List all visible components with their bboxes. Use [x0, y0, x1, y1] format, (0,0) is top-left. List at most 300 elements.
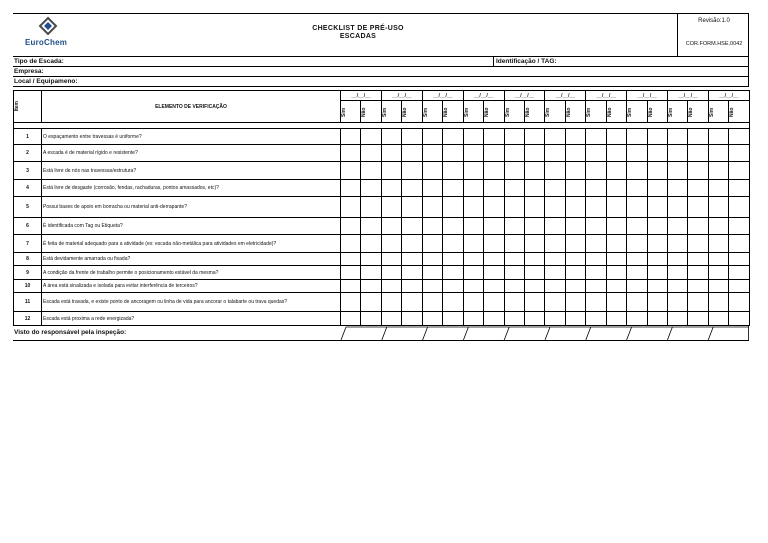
sim-checkbox-cell[interactable]: [504, 162, 524, 180]
sim-checkbox-cell[interactable]: [504, 129, 524, 145]
sim-checkbox-cell[interactable]: [586, 266, 606, 280]
sim-checkbox-cell[interactable]: [708, 162, 728, 180]
nao-checkbox-cell[interactable]: [443, 180, 463, 197]
sim-checkbox-cell[interactable]: [422, 312, 442, 326]
nao-checkbox-cell[interactable]: [729, 280, 749, 293]
nao-checkbox-cell[interactable]: [606, 235, 626, 253]
sim-checkbox-cell[interactable]: [463, 266, 483, 280]
nao-label: Não: [402, 106, 409, 117]
nao-checkbox-cell[interactable]: [565, 162, 585, 180]
sim-checkbox-cell[interactable]: [627, 180, 647, 197]
nao-checkbox-cell[interactable]: [484, 266, 504, 280]
nao-column-header: [361, 101, 381, 123]
nao-checkbox-cell[interactable]: [524, 312, 544, 326]
sim-checkbox-cell[interactable]: [627, 280, 647, 293]
nao-checkbox-cell[interactable]: [361, 235, 381, 253]
nao-checkbox-cell[interactable]: [729, 145, 749, 162]
nao-checkbox-cell[interactable]: [484, 129, 504, 145]
nao-checkbox-cell[interactable]: [647, 235, 667, 253]
sim-checkbox-cell[interactable]: [341, 218, 361, 235]
nao-checkbox-cell[interactable]: [688, 280, 708, 293]
sim-checkbox-cell[interactable]: [422, 129, 442, 145]
sim-checkbox-cell[interactable]: [586, 197, 606, 218]
sim-checkbox-cell[interactable]: [381, 145, 401, 162]
sim-checkbox-cell[interactable]: [341, 180, 361, 197]
sim-checkbox-cell[interactable]: [341, 312, 361, 326]
sim-checkbox-cell[interactable]: [545, 197, 565, 218]
nao-label: Não: [524, 106, 531, 117]
nao-checkbox-cell[interactable]: [361, 266, 381, 280]
sim-checkbox-cell[interactable]: [668, 266, 688, 280]
sim-checkbox-cell[interactable]: [586, 312, 606, 326]
signature-slashes: [13, 326, 749, 340]
sim-checkbox-cell[interactable]: [708, 312, 728, 326]
sim-checkbox-cell[interactable]: [708, 235, 728, 253]
nao-checkbox-cell[interactable]: [606, 312, 626, 326]
sim-checkbox-cell[interactable]: [627, 218, 647, 235]
sim-checkbox-cell[interactable]: [381, 162, 401, 180]
sim-checkbox-cell[interactable]: [504, 145, 524, 162]
nao-checkbox-cell[interactable]: [606, 253, 626, 266]
sim-checkbox-cell[interactable]: [586, 235, 606, 253]
date-field[interactable]: __/__/__: [504, 91, 545, 101]
nao-checkbox-cell[interactable]: [524, 235, 544, 253]
sim-checkbox-cell[interactable]: [422, 180, 442, 197]
sim-checkbox-cell[interactable]: [668, 280, 688, 293]
sim-checkbox-cell[interactable]: [668, 235, 688, 253]
sim-checkbox-cell[interactable]: [341, 197, 361, 218]
nao-checkbox-cell[interactable]: [729, 218, 749, 235]
nao-checkbox-cell[interactable]: [606, 197, 626, 218]
nao-column-header: [729, 101, 749, 123]
signature-divider: [708, 327, 713, 340]
nao-checkbox-cell[interactable]: [484, 218, 504, 235]
nao-checkbox-cell[interactable]: [524, 293, 544, 312]
nao-column-header: [443, 101, 463, 123]
sim-checkbox-cell[interactable]: [504, 293, 524, 312]
nao-column-header: [606, 101, 626, 123]
nao-checkbox-cell[interactable]: [484, 293, 504, 312]
table-row: [14, 162, 750, 180]
nao-checkbox-cell[interactable]: [729, 312, 749, 326]
sim-checkbox-cell[interactable]: [463, 180, 483, 197]
subtitle-line: ESCADAS: [339, 33, 377, 40]
sim-checkbox-cell[interactable]: [545, 162, 565, 180]
sim-checkbox-cell[interactable]: [381, 253, 401, 266]
nao-checkbox-cell[interactable]: [565, 280, 585, 293]
nao-checkbox-cell[interactable]: [688, 162, 708, 180]
signature-divider: [667, 327, 672, 340]
nao-checkbox-cell[interactable]: [647, 280, 667, 293]
nao-checkbox-cell[interactable]: [402, 218, 422, 235]
sim-checkbox-cell[interactable]: [545, 312, 565, 326]
nao-column-header: [688, 101, 708, 123]
sim-checkbox-cell[interactable]: [504, 235, 524, 253]
nao-checkbox-cell[interactable]: [443, 197, 463, 218]
nao-checkbox-cell[interactable]: [688, 312, 708, 326]
sim-checkbox-cell[interactable]: [627, 235, 647, 253]
nao-checkbox-cell[interactable]: [402, 280, 422, 293]
sim-checkbox-cell[interactable]: [586, 162, 606, 180]
sim-checkbox-cell[interactable]: [463, 235, 483, 253]
sim-checkbox-cell[interactable]: [381, 280, 401, 293]
sim-checkbox-cell[interactable]: [708, 218, 728, 235]
item-number: 9: [14, 266, 42, 280]
item-number: 3: [14, 162, 42, 180]
nao-checkbox-cell[interactable]: [361, 197, 381, 218]
sim-checkbox-cell[interactable]: [708, 280, 728, 293]
footer-row: [13, 326, 749, 341]
item-number: 8: [14, 253, 42, 266]
nao-checkbox-cell[interactable]: [729, 129, 749, 145]
date-field[interactable]: __/__/__: [708, 91, 749, 101]
sim-checkbox-cell[interactable]: [627, 266, 647, 280]
sim-checkbox-cell[interactable]: [545, 129, 565, 145]
sim-checkbox-cell[interactable]: [545, 266, 565, 280]
sim-checkbox-cell[interactable]: [381, 197, 401, 218]
document-title: [163, 25, 553, 41]
sim-checkbox-cell[interactable]: [668, 129, 688, 145]
sim-checkbox-cell[interactable]: [463, 129, 483, 145]
sim-checkbox-cell[interactable]: [381, 312, 401, 326]
sim-checkbox-cell[interactable]: [463, 253, 483, 266]
sim-label: Sim: [341, 106, 347, 117]
sim-checkbox-cell[interactable]: [381, 180, 401, 197]
sim-checkbox-cell[interactable]: [504, 312, 524, 326]
nao-checkbox-cell[interactable]: [443, 162, 463, 180]
sim-checkbox-cell[interactable]: [504, 253, 524, 266]
signature-divider: [341, 327, 346, 340]
nao-checkbox-cell[interactable]: [361, 293, 381, 312]
nao-checkbox-cell[interactable]: [402, 197, 422, 218]
nao-checkbox-cell[interactable]: [688, 180, 708, 197]
sim-checkbox-cell[interactable]: [341, 235, 361, 253]
nao-checkbox-cell[interactable]: [606, 280, 626, 293]
nao-checkbox-cell[interactable]: [565, 197, 585, 218]
sim-checkbox-cell[interactable]: [545, 253, 565, 266]
sim-checkbox-cell[interactable]: [668, 197, 688, 218]
sim-checkbox-cell[interactable]: [422, 293, 442, 312]
table-row: [14, 293, 750, 312]
nao-checkbox-cell[interactable]: [565, 293, 585, 312]
nao-column-header: [647, 101, 667, 123]
nao-checkbox-cell[interactable]: [606, 180, 626, 197]
nao-checkbox-cell[interactable]: [361, 280, 381, 293]
sim-checkbox-cell[interactable]: [341, 280, 361, 293]
check-question: A escada é de material rígido e resistente?: [42, 145, 341, 162]
nao-checkbox-cell[interactable]: [402, 145, 422, 162]
sim-checkbox-cell[interactable]: [668, 293, 688, 312]
nao-checkbox-cell[interactable]: [443, 266, 463, 280]
sim-checkbox-cell[interactable]: [463, 162, 483, 180]
date-field[interactable]: __/__/__: [381, 91, 422, 101]
sim-checkbox-cell[interactable]: [422, 280, 442, 293]
nao-checkbox-cell[interactable]: [647, 312, 667, 326]
sim-checkbox-cell[interactable]: [504, 280, 524, 293]
sim-checkbox-cell[interactable]: [708, 180, 728, 197]
nao-checkbox-cell[interactable]: [606, 266, 626, 280]
sim-checkbox-cell[interactable]: [381, 266, 401, 280]
nao-checkbox-cell[interactable]: [524, 180, 544, 197]
sim-checkbox-cell[interactable]: [463, 280, 483, 293]
nao-checkbox-cell[interactable]: [606, 293, 626, 312]
sim-checkbox-cell[interactable]: [627, 129, 647, 145]
sim-checkbox-cell[interactable]: [463, 293, 483, 312]
nao-checkbox-cell[interactable]: [443, 129, 463, 145]
id-label: Identificação / TAG:: [493, 57, 557, 67]
nao-checkbox-cell[interactable]: [729, 266, 749, 280]
nao-checkbox-cell[interactable]: [484, 197, 504, 218]
sim-column-header: [545, 101, 565, 123]
nao-checkbox-cell[interactable]: [484, 180, 504, 197]
sim-checkbox-cell[interactable]: [545, 180, 565, 197]
sim-checkbox-cell[interactable]: [422, 253, 442, 266]
nao-checkbox-cell[interactable]: [524, 129, 544, 145]
sim-checkbox-cell[interactable]: [708, 197, 728, 218]
check-question: Escada está proxima a rede energizada?: [42, 312, 341, 326]
sim-checkbox-cell[interactable]: [422, 266, 442, 280]
date-field[interactable]: __/__/__: [463, 91, 504, 101]
nao-checkbox-cell[interactable]: [402, 180, 422, 197]
sim-checkbox-cell[interactable]: [463, 145, 483, 162]
sim-column-header: [504, 101, 524, 123]
check-question: Está livre de nós nas travessas/estrutura?: [42, 162, 341, 180]
nao-checkbox-cell[interactable]: [647, 145, 667, 162]
item-number: 7: [14, 235, 42, 253]
sim-checkbox-cell[interactable]: [708, 293, 728, 312]
sim-checkbox-cell[interactable]: [504, 266, 524, 280]
sim-checkbox-cell[interactable]: [586, 293, 606, 312]
nao-checkbox-cell[interactable]: [524, 218, 544, 235]
sim-checkbox-cell[interactable]: [708, 129, 728, 145]
sim-label: Sim: [668, 106, 674, 117]
sim-checkbox-cell[interactable]: [586, 218, 606, 235]
sim-checkbox-cell[interactable]: [422, 235, 442, 253]
nao-checkbox-cell[interactable]: [524, 197, 544, 218]
nao-checkbox-cell[interactable]: [443, 145, 463, 162]
sim-checkbox-cell[interactable]: [504, 197, 524, 218]
nao-checkbox-cell[interactable]: [647, 218, 667, 235]
nao-label: Não: [606, 106, 613, 117]
sim-checkbox-cell[interactable]: [586, 129, 606, 145]
sim-checkbox-cell[interactable]: [422, 162, 442, 180]
signature-divider: [586, 327, 591, 340]
sim-checkbox-cell[interactable]: [341, 253, 361, 266]
nao-checkbox-cell[interactable]: [647, 266, 667, 280]
sim-checkbox-cell[interactable]: [463, 312, 483, 326]
nao-checkbox-cell[interactable]: [606, 162, 626, 180]
nao-checkbox-cell[interactable]: [484, 280, 504, 293]
nao-checkbox-cell[interactable]: [647, 293, 667, 312]
item-number: 12: [14, 312, 42, 326]
nao-checkbox-cell[interactable]: [565, 180, 585, 197]
nao-checkbox-cell[interactable]: [565, 235, 585, 253]
sim-checkbox-cell[interactable]: [341, 293, 361, 312]
nao-checkbox-cell[interactable]: [402, 253, 422, 266]
date-field[interactable]: __/__/__: [668, 91, 709, 101]
sim-checkbox-cell[interactable]: [627, 162, 647, 180]
nao-checkbox-cell[interactable]: [688, 293, 708, 312]
nao-checkbox-cell[interactable]: [606, 129, 626, 145]
nao-checkbox-cell[interactable]: [647, 197, 667, 218]
sim-checkbox-cell[interactable]: [586, 145, 606, 162]
nao-checkbox-cell[interactable]: [647, 253, 667, 266]
nao-checkbox-cell[interactable]: [484, 253, 504, 266]
sim-checkbox-cell[interactable]: [381, 293, 401, 312]
sim-column-header: [668, 101, 688, 123]
nao-checkbox-cell[interactable]: [688, 129, 708, 145]
nao-checkbox-cell[interactable]: [647, 162, 667, 180]
sim-checkbox-cell[interactable]: [422, 218, 442, 235]
sim-checkbox-cell[interactable]: [341, 145, 361, 162]
sim-checkbox-cell[interactable]: [545, 280, 565, 293]
sim-checkbox-cell[interactable]: [463, 197, 483, 218]
sim-checkbox-cell[interactable]: [708, 145, 728, 162]
signature-divider: [382, 327, 387, 340]
table-row: [14, 218, 750, 235]
empresa-label: Empresa:: [14, 68, 44, 75]
date-field[interactable]: __/__/__: [422, 91, 463, 101]
nao-checkbox-cell[interactable]: [647, 129, 667, 145]
nao-checkbox-cell[interactable]: [565, 129, 585, 145]
date-field[interactable]: __/__/__: [545, 91, 586, 101]
nao-checkbox-cell[interactable]: [361, 129, 381, 145]
sim-column-header: [463, 101, 483, 123]
nao-checkbox-cell[interactable]: [443, 293, 463, 312]
date-field[interactable]: __/__/__: [627, 91, 668, 101]
nao-checkbox-cell[interactable]: [361, 253, 381, 266]
sim-checkbox-cell[interactable]: [627, 145, 647, 162]
sim-checkbox-cell[interactable]: [545, 218, 565, 235]
sim-checkbox-cell[interactable]: [422, 197, 442, 218]
form-code: COR.FORM.HSE.0042: [685, 41, 743, 47]
nao-checkbox-cell[interactable]: [443, 253, 463, 266]
nao-checkbox-cell[interactable]: [361, 312, 381, 326]
nao-checkbox-cell[interactable]: [443, 312, 463, 326]
company-logo: [13, 14, 83, 56]
nao-checkbox-cell[interactable]: [484, 312, 504, 326]
nao-checkbox-cell[interactable]: [402, 235, 422, 253]
sim-checkbox-cell[interactable]: [341, 129, 361, 145]
nao-checkbox-cell[interactable]: [565, 253, 585, 266]
nao-checkbox-cell[interactable]: [688, 145, 708, 162]
sim-checkbox-cell[interactable]: [545, 145, 565, 162]
nao-checkbox-cell[interactable]: [688, 235, 708, 253]
nao-checkbox-cell[interactable]: [524, 145, 544, 162]
sim-checkbox-cell[interactable]: [668, 218, 688, 235]
nao-checkbox-cell[interactable]: [729, 253, 749, 266]
sim-checkbox-cell[interactable]: [341, 266, 361, 280]
nao-checkbox-cell[interactable]: [484, 162, 504, 180]
nao-checkbox-cell[interactable]: [524, 162, 544, 180]
sim-checkbox-cell[interactable]: [668, 145, 688, 162]
item-number: 5: [14, 197, 42, 218]
nao-checkbox-cell[interactable]: [443, 280, 463, 293]
signature-divider: [463, 327, 468, 340]
sim-checkbox-cell[interactable]: [381, 235, 401, 253]
sim-checkbox-cell[interactable]: [627, 253, 647, 266]
sim-checkbox-cell[interactable]: [586, 253, 606, 266]
sim-checkbox-cell[interactable]: [586, 280, 606, 293]
date-field[interactable]: __/__/__: [341, 91, 382, 101]
nao-checkbox-cell[interactable]: [606, 218, 626, 235]
nao-checkbox-cell[interactable]: [688, 218, 708, 235]
nao-checkbox-cell[interactable]: [402, 162, 422, 180]
nao-checkbox-cell[interactable]: [402, 129, 422, 145]
nao-checkbox-cell[interactable]: [729, 162, 749, 180]
nao-checkbox-cell[interactable]: [565, 312, 585, 326]
sim-checkbox-cell[interactable]: [668, 180, 688, 197]
sim-checkbox-cell[interactable]: [708, 266, 728, 280]
check-question: É identificada com Tag ou Etiqueta?: [42, 218, 341, 235]
nao-checkbox-cell[interactable]: [484, 145, 504, 162]
sim-checkbox-cell[interactable]: [668, 253, 688, 266]
nao-checkbox-cell[interactable]: [361, 218, 381, 235]
nao-checkbox-cell[interactable]: [402, 312, 422, 326]
date-field[interactable]: __/__/__: [586, 91, 627, 101]
sim-checkbox-cell[interactable]: [463, 218, 483, 235]
sim-checkbox-cell[interactable]: [381, 129, 401, 145]
nao-checkbox-cell[interactable]: [484, 235, 504, 253]
nao-checkbox-cell[interactable]: [688, 253, 708, 266]
nao-checkbox-cell[interactable]: [361, 145, 381, 162]
sim-checkbox-cell[interactable]: [545, 293, 565, 312]
nao-checkbox-cell[interactable]: [524, 280, 544, 293]
nao-checkbox-cell[interactable]: [729, 180, 749, 197]
sim-checkbox-cell[interactable]: [668, 312, 688, 326]
element-header: ELEMENTO DE VERIFICAÇÃO: [42, 91, 341, 123]
sim-checkbox-cell[interactable]: [627, 293, 647, 312]
nao-checkbox-cell[interactable]: [647, 180, 667, 197]
nao-checkbox-cell[interactable]: [565, 218, 585, 235]
nao-checkbox-cell[interactable]: [361, 162, 381, 180]
nao-checkbox-cell[interactable]: [361, 180, 381, 197]
table-row: [14, 280, 750, 293]
nao-checkbox-cell[interactable]: [524, 253, 544, 266]
sim-checkbox-cell[interactable]: [504, 180, 524, 197]
nao-checkbox-cell[interactable]: [443, 235, 463, 253]
nao-checkbox-cell[interactable]: [524, 266, 544, 280]
nao-checkbox-cell[interactable]: [688, 266, 708, 280]
sim-checkbox-cell[interactable]: [708, 253, 728, 266]
nao-checkbox-cell[interactable]: [729, 197, 749, 218]
sim-column-header: [422, 101, 442, 123]
sim-checkbox-cell[interactable]: [545, 235, 565, 253]
nao-checkbox-cell[interactable]: [606, 145, 626, 162]
nao-checkbox-cell[interactable]: [729, 293, 749, 312]
nao-column-header: [565, 101, 585, 123]
nao-column-header: [402, 101, 422, 123]
nao-checkbox-cell[interactable]: [443, 218, 463, 235]
sim-checkbox-cell[interactable]: [627, 312, 647, 326]
nao-checkbox-cell[interactable]: [402, 293, 422, 312]
sim-checkbox-cell[interactable]: [668, 162, 688, 180]
sim-checkbox-cell[interactable]: [504, 218, 524, 235]
sim-checkbox-cell[interactable]: [422, 145, 442, 162]
table-row: [14, 145, 750, 162]
nao-label: Não: [361, 106, 368, 117]
nao-checkbox-cell[interactable]: [565, 145, 585, 162]
sim-checkbox-cell[interactable]: [586, 180, 606, 197]
nao-checkbox-cell[interactable]: [402, 266, 422, 280]
sim-checkbox-cell[interactable]: [341, 162, 361, 180]
nao-label: Não: [484, 106, 491, 117]
nao-checkbox-cell[interactable]: [565, 266, 585, 280]
nao-checkbox-cell[interactable]: [688, 197, 708, 218]
nao-checkbox-cell[interactable]: [729, 235, 749, 253]
sim-checkbox-cell[interactable]: [627, 197, 647, 218]
sim-checkbox-cell[interactable]: [381, 218, 401, 235]
